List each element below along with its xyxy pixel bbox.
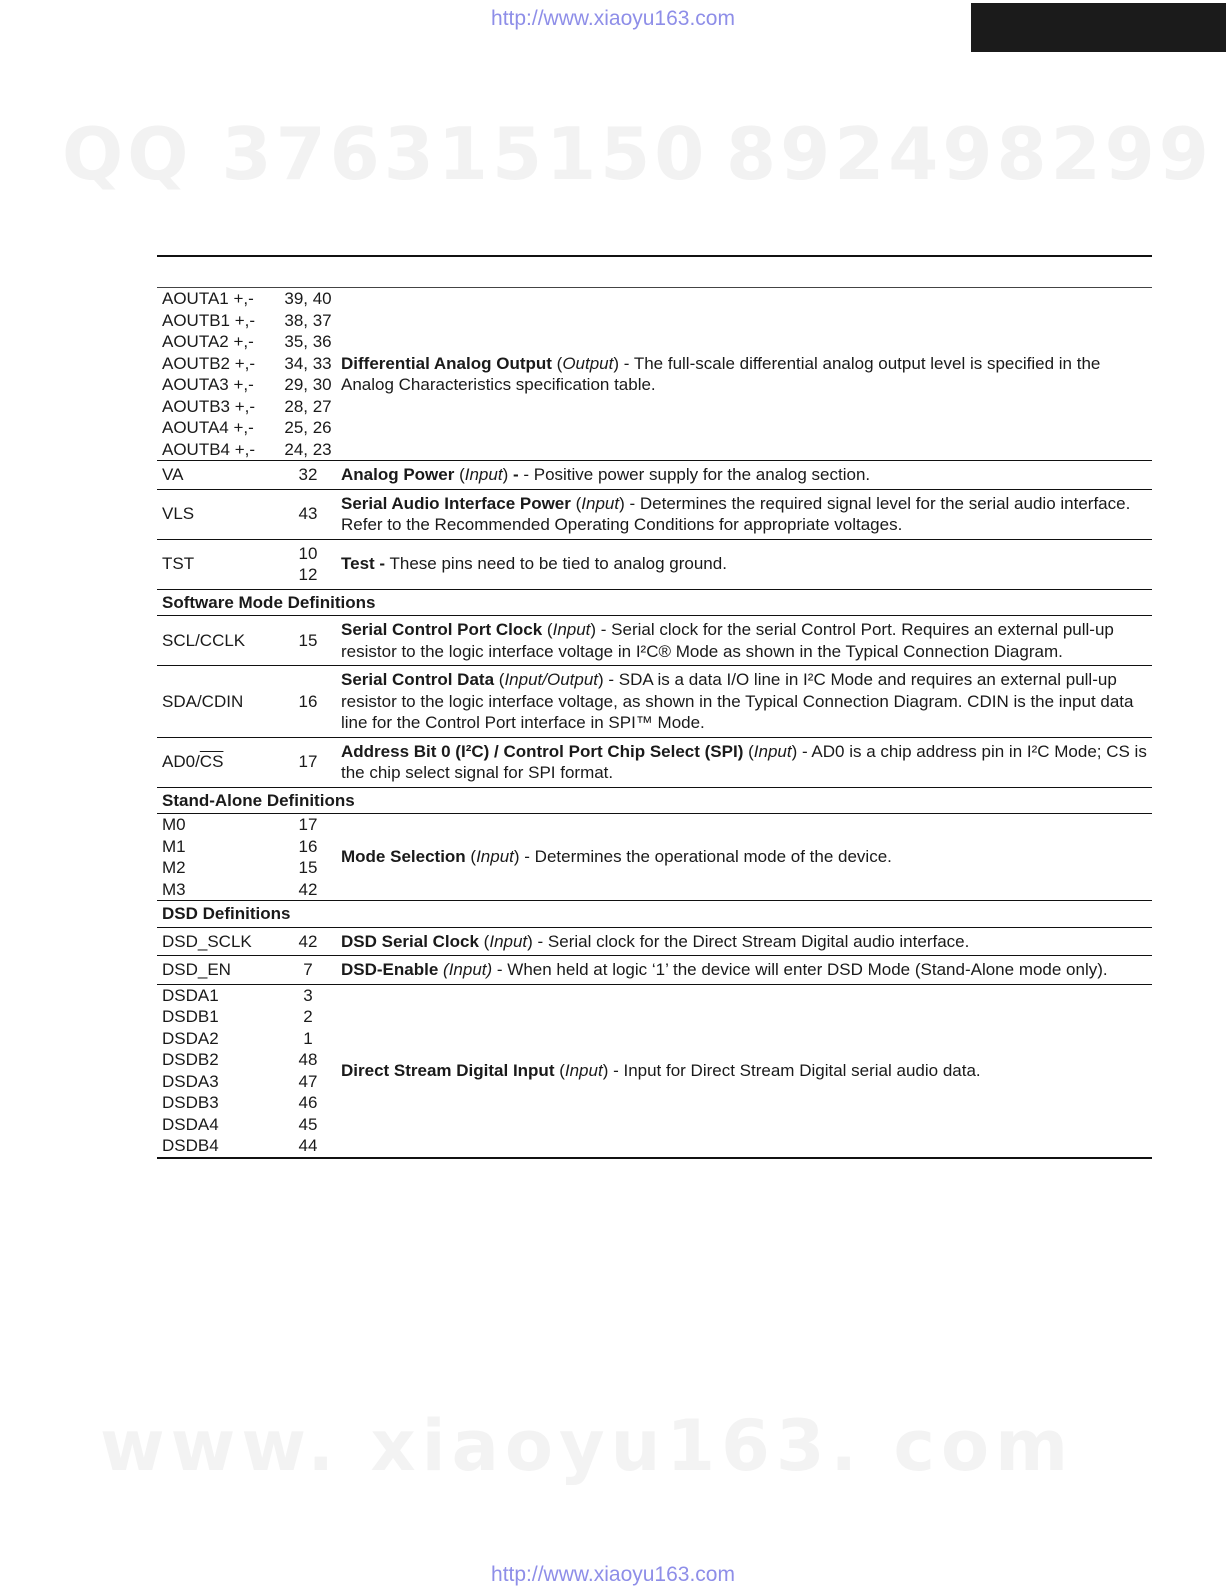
pin-number: 2 bbox=[303, 1007, 313, 1026]
pin-title: DSD Serial Clock bbox=[341, 931, 479, 951]
table-row bbox=[157, 460, 1152, 489]
pin-number: 12 bbox=[298, 565, 318, 584]
section-dsd: DSD Definitions bbox=[157, 900, 1152, 927]
pin-number: 44 bbox=[298, 1136, 318, 1155]
section-stand-alone: Stand-Alone Definitions bbox=[157, 787, 1152, 814]
pin-names bbox=[157, 814, 279, 900]
pin-title: Serial Audio Interface Power bbox=[341, 493, 571, 513]
pin-name: DSDA3 bbox=[162, 1071, 219, 1091]
pin-number: 45 bbox=[298, 1114, 318, 1134]
pin-number: 7 bbox=[303, 960, 313, 979]
pin-name: VLS bbox=[162, 504, 195, 524]
pin-number: 1 bbox=[303, 1028, 313, 1048]
pin-number: 15 bbox=[298, 630, 318, 650]
table-row bbox=[157, 984, 1152, 1159]
pin-name: TST bbox=[162, 554, 195, 574]
table-row bbox=[157, 539, 1152, 589]
pin-numbers bbox=[279, 814, 337, 900]
pin-number: 47 bbox=[298, 1071, 318, 1091]
watermark-site: www. xiaoyu163. com bbox=[100, 1405, 1075, 1487]
pin-description: Address Bit 0 (I²C) / Control Port Chip Select (SPI) (Input) - AD0 is a chip address pin in I²C Mode; CS is the chip select signal for SPI format. bbox=[341, 741, 1147, 782]
pin-name: AOUTA2 +,- bbox=[162, 332, 254, 351]
pin-description: Mode Selection (Input) - Determines the operational mode of the device. bbox=[341, 847, 892, 867]
pin-title: Mode Selection bbox=[341, 847, 466, 867]
pin-description: Differential Analog Output (Output) - The full-scale differential analog output level is specified in the Analog Characteristics specification table. bbox=[341, 353, 1101, 394]
pin-name: DSDB2 bbox=[162, 1050, 219, 1069]
pin-name: VA bbox=[162, 465, 184, 484]
pin-name: AOUTA4 +,- bbox=[162, 418, 254, 437]
pin-desc-text: - When held at logic ‘1’ the device will enter DSD Mode (Stand-Alone mode only). bbox=[492, 960, 1108, 979]
pin-desc-text: - Input for Direct Stream Digital serial audio data. bbox=[608, 1060, 981, 1080]
pin-description: Direct Stream Digital Input (Input) - Input for Direct Stream Digital serial audio data. bbox=[341, 1060, 981, 1080]
pin-io: Input bbox=[753, 741, 792, 761]
table-row bbox=[157, 927, 1152, 956]
pin-number: 34, 33 bbox=[284, 353, 332, 373]
table-row bbox=[157, 955, 1152, 984]
pin-name: AOUTB2 +,- bbox=[162, 353, 256, 373]
pin-io: Input bbox=[476, 847, 514, 867]
pin-numbers bbox=[279, 985, 337, 1157]
pin-number: 42 bbox=[298, 931, 318, 951]
pin-name: DSDB1 bbox=[162, 1007, 219, 1026]
pin-name: M3 bbox=[162, 879, 186, 899]
pin-description: Serial Control Port Clock (Input) - Serial clock for the serial Control Port. Requires an external pull-up resistor to the logic interface voltage in I²C® Mode as shown in the Typical Connection Diagram. bbox=[341, 620, 1114, 661]
table-row bbox=[157, 737, 1152, 787]
pin-title: Direct Stream Digital Input bbox=[341, 1060, 555, 1080]
pin-number: 43 bbox=[298, 504, 318, 524]
pin-number: 16 bbox=[298, 691, 318, 711]
pin-io: Input bbox=[581, 493, 620, 513]
pin-title: Analog Power bbox=[341, 465, 455, 484]
table-row bbox=[157, 489, 1152, 539]
pin-number: 29, 30 bbox=[284, 375, 332, 394]
pin-desc-text: - Serial clock for the serial Control Port. Requires an external pull-up resistor to the logic interface voltage in I²C® Mode as shown in the Typical Connection Diagram. bbox=[341, 620, 1114, 661]
pin-number: 38, 37 bbox=[284, 310, 332, 330]
pin-io: Input bbox=[448, 960, 487, 979]
table-row bbox=[157, 615, 1152, 665]
pin-names bbox=[157, 288, 279, 460]
pin-name: AOUTB3 +,- bbox=[162, 396, 256, 416]
pin-name: M1 bbox=[162, 836, 186, 856]
pin-number: 15 bbox=[298, 858, 318, 877]
pin-number: 39, 40 bbox=[284, 289, 332, 308]
pin-title: Test - bbox=[341, 554, 386, 574]
pin-names bbox=[157, 985, 279, 1157]
pin-description bbox=[337, 543, 1152, 586]
pin-description: Serial Control Data (Input/Output) - SDA is a data I/O line in I²C Mode and requires an external pull-up resistor to the logic interface voltage, as shown in the Typical Connection Diagram. CDIN is the input data line for the Control Port interface in SPI™ Mode. bbox=[341, 670, 1134, 732]
pin-io: Input/Output bbox=[504, 670, 599, 689]
pin-number: 3 bbox=[303, 985, 313, 1005]
pin-number: 32 bbox=[298, 465, 318, 484]
pin-number: 24, 23 bbox=[284, 439, 332, 459]
source-url-top[interactable]: http://www.xiaoyu163.com bbox=[491, 7, 735, 30]
pin-desc-text: - AD0 is a chip address pin in I²C Mode; CS is the chip select signal for SPI format. bbox=[341, 741, 1147, 782]
pin-desc-text: - SDA is a data I/O line in I²C Mode and requires an external pull-up resistor to the logic interface voltage, as shown in the Typical Connection Diagram. CDIN is the input data line for the Control Port interface in SPI™ Mode. bbox=[341, 670, 1134, 732]
pin-name-overline: $\overline{CS}$ bbox=[199, 752, 224, 772]
pin-number: 16 bbox=[298, 836, 318, 856]
pin-description: DSD Serial Clock (Input) - Serial clock for the Direct Stream Digital audio interface. bbox=[341, 931, 970, 951]
pin-title: DSD-Enable bbox=[341, 960, 439, 979]
source-url-bottom[interactable]: http://www.xiaoyu163.com bbox=[491, 1563, 735, 1586]
pin-desc-text: - Serial clock for the Direct Stream Digital audio interface. bbox=[532, 931, 970, 951]
pin-name: DSDA2 bbox=[162, 1028, 219, 1048]
pin-name: DSDA4 bbox=[162, 1114, 219, 1134]
pin-title: Address Bit 0 (I²C) / Control Port Chip Select (SPI) bbox=[341, 741, 744, 761]
pin-number: 10 bbox=[298, 543, 318, 563]
pin-name: SCL/CCLK bbox=[162, 630, 246, 650]
pin-name: DSD_EN bbox=[162, 960, 231, 979]
pin-desc-text: - Positive power supply for the analog section. bbox=[518, 465, 871, 484]
pin-numbers bbox=[279, 288, 337, 460]
pin-io: Output bbox=[562, 353, 614, 373]
pin-io: Input bbox=[464, 465, 503, 484]
header-rule bbox=[157, 255, 1152, 257]
pin-name: AOUTB4 +,- bbox=[162, 439, 256, 459]
pin-name: DSDB3 bbox=[162, 1093, 219, 1112]
pin-io: Input bbox=[552, 620, 591, 639]
pin-number: 25, 26 bbox=[284, 418, 332, 437]
pin-title: Serial Control Port Clock bbox=[341, 620, 543, 639]
pin-name: DSDA1 bbox=[162, 985, 219, 1005]
pin-number: 17 bbox=[298, 752, 318, 772]
pin-name: AOUTA3 +,- bbox=[162, 375, 254, 394]
pin-name: DSD_SCLK bbox=[162, 931, 252, 951]
header-black-box bbox=[971, 3, 1226, 52]
pin-numbers bbox=[279, 543, 337, 586]
pin-name: M2 bbox=[162, 858, 186, 877]
pin-number: 17 bbox=[298, 815, 318, 834]
pin-number: 46 bbox=[298, 1093, 318, 1112]
watermark-qq: QQ 376315150 bbox=[62, 112, 709, 196]
pin-desc-text: - The full-scale differential analog output level is specified in the Analog Characteristics specification table. bbox=[341, 353, 1101, 394]
pin-desc-text: - Determines the operational mode of the device. bbox=[519, 847, 892, 867]
pin-name-plain: AD0/ bbox=[162, 752, 200, 772]
pin-name: AOUTB1 +,- bbox=[162, 310, 256, 330]
pin-description: DSD-Enable (Input) - When held at logic ‘1’ the device will enter DSD Mode (Stand-Alone mode only). bbox=[341, 960, 1108, 979]
pin-desc-text: - Determines the required signal level for the serial audio interface. Refer to the Recommended Operating Conditions for appropriate voltages. bbox=[341, 493, 1131, 534]
pin-io: Input bbox=[489, 931, 528, 951]
pin-description-table bbox=[157, 287, 1152, 1159]
pin-name bbox=[157, 741, 279, 784]
pin-number: 48 bbox=[298, 1050, 318, 1069]
pin-title: Serial Control Data bbox=[341, 670, 495, 689]
pin-description: Analog Power (Input) - - Positive power supply for the analog section. bbox=[341, 465, 871, 484]
table-row bbox=[157, 287, 1152, 460]
pin-title: Differential Analog Output bbox=[341, 353, 552, 373]
pin-name: M0 bbox=[162, 815, 186, 834]
pin-number: 42 bbox=[298, 879, 318, 899]
watermark-qq-2: 892498299 bbox=[726, 112, 1213, 196]
pin-name: DSDB4 bbox=[162, 1136, 219, 1155]
pin-io: Input bbox=[564, 1060, 603, 1080]
table-row bbox=[157, 813, 1152, 900]
pin-number: 35, 36 bbox=[284, 332, 332, 351]
pin-number: 28, 27 bbox=[284, 396, 332, 416]
pin-name: SDA/CDIN bbox=[162, 691, 244, 711]
table-row bbox=[157, 665, 1152, 737]
pin-desc-text: These pins need to be tied to analog ground. bbox=[385, 554, 727, 574]
pin-description: Serial Audio Interface Power (Input) - Determines the required signal level for the serial audio interface. Refer to the Recommended Operating Conditions for appropriate voltages. bbox=[341, 493, 1131, 534]
pin-name: AOUTA1 +,- bbox=[162, 289, 254, 308]
section-software-mode: Software Mode Definitions bbox=[157, 589, 1152, 616]
